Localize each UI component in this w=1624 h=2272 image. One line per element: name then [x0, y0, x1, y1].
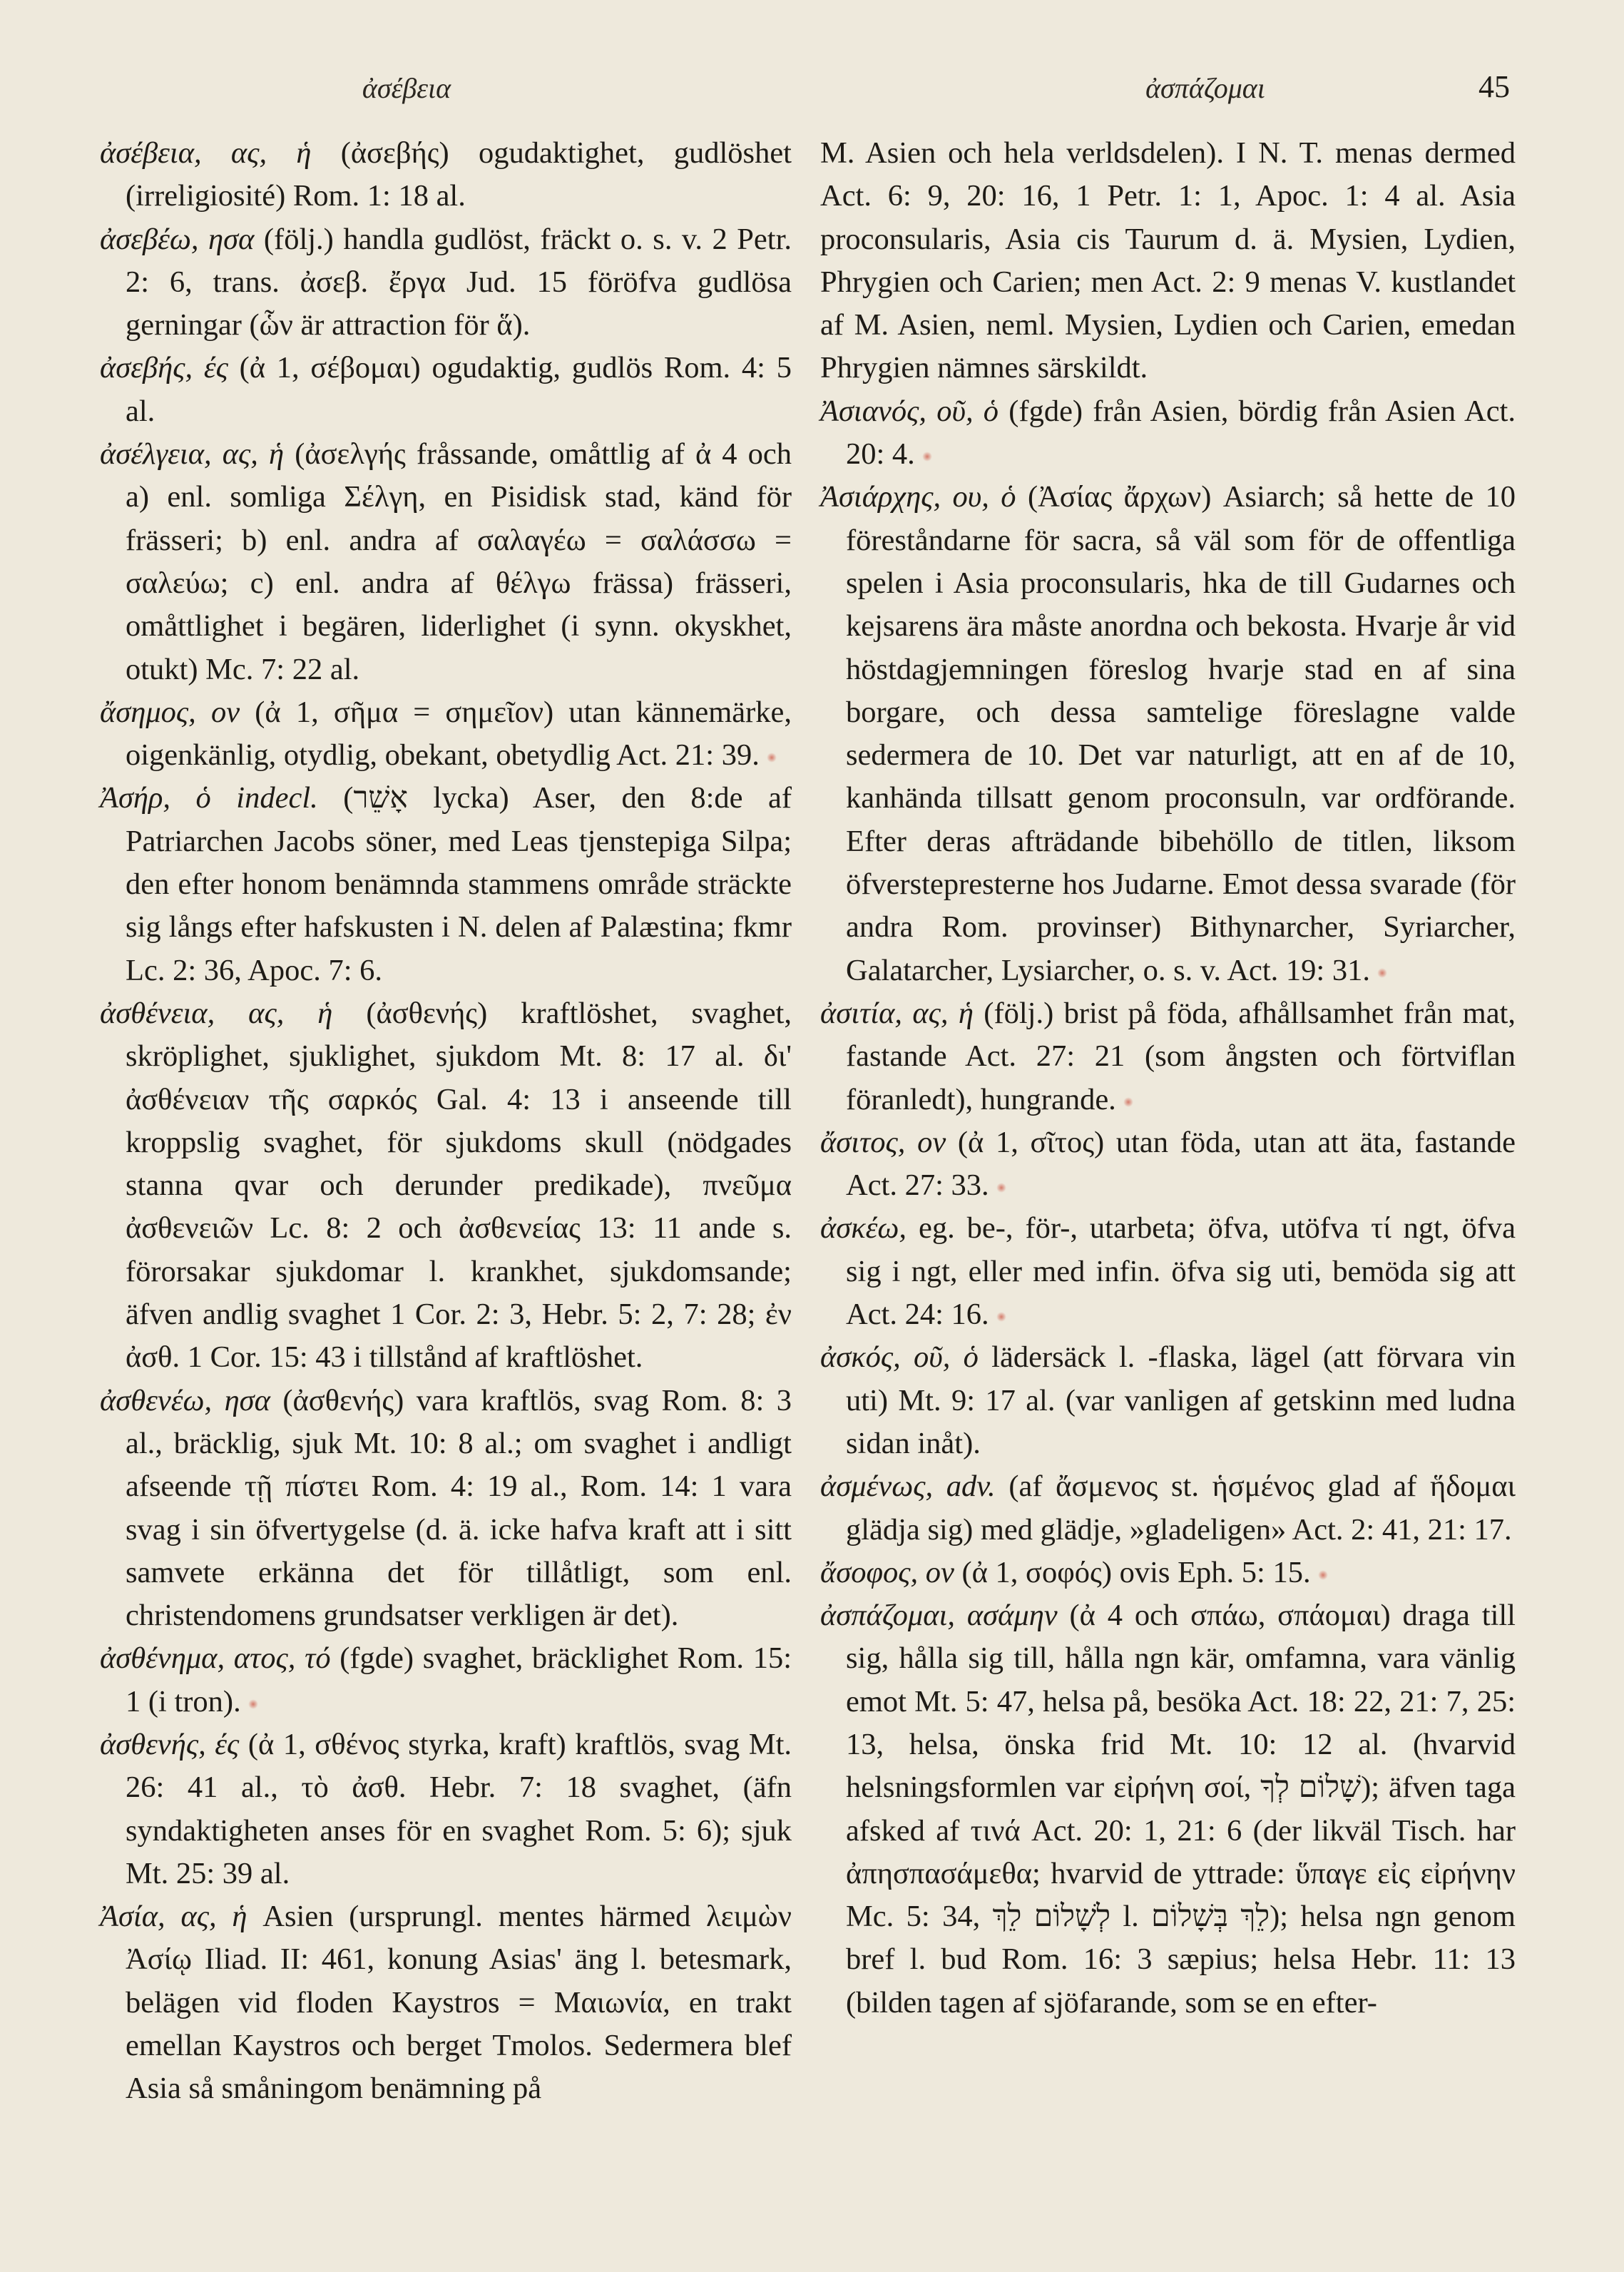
entry-definition: Asien (ursprungl. mentes härmed λειμὼν Ἀσίῳ Iliad. II: 461, konung Asias' äng l. betesmark, belägen vid floden Kaystros = Μαιωνία, en trakt emellan Kaystros och berget Tmolos. Sedermera blef Asia så småningom benämning på — [126, 1900, 792, 2106]
dictionary-entry — [820, 1121, 1516, 1208]
dictionary-entry — [100, 1895, 792, 2110]
entry-headword: ἀσθένεια, ας, ἡ — [100, 996, 333, 1030]
entry-definition: (ἀσελγής fråssande, omåttlig af ἀ 4 och a) enl. somliga Σέλγη, en Pisidisk stad, känd för frässeri; b) enl. andra af σαλαγέω = σαλάσσω = σαλεύω; c) enl. andra af θέλγω frässa) frässeri, omåttlighet i begären, liderlighet (i synn. okyskhet, otukt) Mc. 7: 22 al. — [126, 437, 792, 686]
entry-definition: (ἀ 1, σῖτος) utan föda, utan att äta, fastande Act. 27: 33. — [846, 1125, 1516, 1203]
dictionary-entry — [820, 1207, 1516, 1336]
entry-headword: ἀσκός, οῦ, ὁ — [820, 1340, 979, 1375]
dictionary-entry — [820, 992, 1516, 1121]
entry-definition: M. Asien och hela verldsdelen). I N. T. menas dermed Act. 6: 9, 20: 16, 1 Petr. 1: 1, Apoc. 1: 4 al. Asia proconsularis, Asia cis Taurum d. ä. Mysien, Lydien, Phrygien och Carien; men Act. 2: 9 menas V. kustlandet af M. Asien, neml. Mysien, Lydien och Carien, emedan Phrygien nämnes särskildt. — [820, 136, 1516, 385]
entry-definition: (ἀσθενής) vara kraftlös, svag Rom. 8: 3 al., bräcklig, sjuk Mt. 10: 8 al.; om svaghet i andligt afseende τῇ πίστει Rom. 4: 19 al., Rom. 14: 1 vara svag i sin öfvertygelse (d. ä. icke hafva kraft att i sitt samvete erkänna det för tillåtligt, som enl. christendomens grundsatser verkligen är det). — [126, 1383, 792, 1633]
asterisk-mark — [248, 1699, 258, 1709]
entry-headword: ἀσεβής, ές — [100, 351, 228, 385]
asterisk-mark — [996, 1183, 1006, 1193]
entry-headword: ἄσημος, ον — [100, 695, 240, 729]
dictionary-entry — [100, 992, 792, 1380]
entry-definition: (אָשֵׁר lycka) Aser, den 8:de af Patriarchen Jacobs söner, med Leas tjenstepiga Silpa; den efter honom benämnda stammens område sträckte sig långs efter hafskusten i N. delen af Palæstina; fkmr Lc. 2: 36, Apoc. 7: 6. — [126, 781, 792, 987]
entry-definition: lädersäck l. -flaska, lägel (att förvara vin uti) Mt. 9: 17 al. (var vanligen af getskinn med ludna sidan inåt). — [846, 1340, 1516, 1460]
entry-definition: (följ.) handla gudlöst, fräckt o. s. v. 2 Petr. 2: 6, trans. ἀσεβ. ἔργα Jud. 15 föröfva gudlösa gerningar (ὧν är attraction för ἅ). — [126, 222, 792, 342]
asterisk-mark — [1377, 968, 1387, 978]
dictionary-entry — [820, 1465, 1516, 1552]
right-running-head: ἀσπάζομαι — [1145, 72, 1265, 104]
entry-headword: ἄσοφος, ον — [820, 1555, 954, 1589]
entry-headword: ἀσθενής, ές — [100, 1727, 240, 1761]
entry-headword: ἀσπάζομαι, ασάμην — [820, 1599, 1058, 1633]
page-number: 45 — [1479, 69, 1510, 104]
asterisk-mark — [1123, 1097, 1133, 1107]
dictionary-entry — [820, 390, 1516, 477]
entry-definition: (fgde) svaghet, bräcklighet Rom. 15: 1 (i tron). — [126, 1641, 792, 1718]
dictionary-entry — [100, 1637, 792, 1723]
entry-definition: (af ἄσμενος st. ἡσμένος glad af ἥδομαι glädja sig) med glädje, »gladeligen» Act. 2: 41, 21: 17. — [846, 1469, 1516, 1547]
entry-definition: eg. be-, för-, utarbeta; öfva, utöfva τί ngt, öfva sig i ngt, eller med infin. öfva sig uti, bemöda sig att Act. 24: 16. — [846, 1211, 1516, 1332]
asterisk-mark — [767, 753, 777, 763]
entry-definition: (ἀ 1, σέβομαι) ogudaktig, gudlös Rom. 4: 5 al. — [126, 351, 792, 428]
entry-definition: (ἀ 1, σοφός) ovis Eph. 5: 15. — [954, 1555, 1311, 1589]
entry-headword: Ἀσία, ας, ἡ — [100, 1900, 247, 1934]
entry-headword: ἀσέλγεια, ας, ἡ — [100, 437, 285, 472]
dictionary-entry — [820, 1336, 1516, 1465]
entry-headword: ἀσθενέω, ησα — [100, 1383, 270, 1417]
entry-headword: ἀσέβεια, ας, ἡ — [100, 136, 312, 170]
entry-definition: (ἀσθενής) kraftlöshet, svaghet, skröplighet, sjuklighet, sjukdom Mt. 8: 17 al. δι' ἀσθένειαν τῆς σαρκός Gal. 4: 13 i anseende till kroppslig svaghet, för sjukdoms skull (nödgades stanna qvar och derunder predikade), πνεῦμα ἀσθενειῶν Lc. 8: 2 och ἀσθενείας 13: 11 ande s. förorsakar sjukdomar l. krankhet, sjukdomsande; äfven andlig svaghet 1 Cor. 2: 3, Hebr. 5: 2, 7: 28; ἐν ἀσθ. 1 Cor. 15: 43 i tillstånd af kraftlöshet. — [126, 996, 792, 1375]
dictionary-entry — [100, 433, 792, 691]
right-column — [820, 132, 1516, 2024]
entry-headword: Ἀσιάρχης, ου, ὁ — [820, 480, 1016, 514]
dictionary-entry — [100, 218, 792, 347]
entry-headword: Ἀσήρ, ὁ indecl. — [100, 781, 318, 815]
entry-definition: (ἀ 1, σθένος styrka, kraft) kraftlös, svag Mt. 26: 41 al., τὸ ἀσθ. Hebr. 7: 18 svaghet, (äfn syndaktigheten anses för en svaghet Rom. 5: 6); sjuk Mt. 25: 39 al. — [126, 1727, 792, 1890]
dictionary-entry — [100, 777, 792, 992]
dictionary-entry — [100, 1380, 792, 1638]
dictionary-entry-continuation — [820, 132, 1516, 390]
entry-definition: (ἀσεβής) ogudaktighet, gudlöshet (irreligiosité) Rom. 1: 18 al. — [126, 136, 792, 213]
entry-headword: ἀσμένως, adv. — [820, 1469, 996, 1504]
entry-headword: ἀσθένημα, ατος, τό — [100, 1641, 331, 1676]
left-column — [100, 132, 792, 2111]
entry-definition: (ἀ 4 och σπάω, σπάομαι) draga till sig, hålla sig till, hålla ngn kär, omfamna, vara vänlig emot Mt. 5: 47, helsa på, besöka Act. 18: 22, 21: 7, 25: 13, helsa, önska frid Mt. 10: 12 al. (hvarvid helsningsformlen var εἰρήνη σοί, שָׁלוֹם לְךָ); äfven taga afsked af τινά Act. 20: 1, 21: 6 (der likväl Tisch. har ἀπησπασάμεθα; hvarvid de yttrade: ὕπαγε εἰς εἰρήνην Mc. 5: 34, לְשָׁלוֹם לֵךְ l. לֵךְ בְּשָׁלוֹם); helsa ngn genom bref l. bud Rom. 16: 3 sæpius; helsa Hebr. 11: 13 (bilden tagen af sjöfarande, som se en efter- — [846, 1599, 1516, 2019]
asterisk-mark — [922, 452, 932, 462]
asterisk-mark — [1318, 1570, 1328, 1580]
dictionary-entry — [100, 1723, 792, 1895]
entry-headword: ἄσιτος, ον — [820, 1125, 946, 1159]
entry-headword: ἀσκέω, — [820, 1211, 907, 1245]
entry-definition: (ἀ 1, σῆμα = σημεῖον) utan kännemärke, oigenkänlig, otydlig, obekant, obetydlig Act. 21: 39. — [126, 695, 792, 773]
dictionary-entry — [100, 347, 792, 433]
left-running-head: ἀσέβεια — [362, 72, 451, 104]
entry-headword: ἀσεβέω, ησα — [100, 222, 255, 256]
entry-definition: (Ἀσίας ἄρχων) Asiarch; så hette de 10 föreståndarne för sacra, så väl som för de offentliga spelen i Asia proconsularis, hka de till Gudarnes och kejsarens ära måste anordna och bekosta. Hvarje år vid höstdagjemningen föreslog hvarje stad en af sina borgare, och dessa samtelige föreslagne valde sedermera de 10. Det var naturligt, att en af de 10, kanhända tillsatt genom proconsuln, var ordförande. Efter deras afträdande bibehöllo de titlen, liksom öfverstepresterne hos Judarne. Emot dessa svarade (för andra Rom. provinser) Bithynarcher, Syriarcher, Galatarcher, Lysiarcher, o. s. v. Act. 19: 31. — [846, 480, 1516, 987]
entry-headword: ἀσιτία, ας, ἡ — [820, 996, 974, 1030]
entry-headword: Ἀσιανός, οῦ, ὁ — [820, 394, 999, 428]
dictionary-entry — [820, 476, 1516, 992]
entry-definition: (fgde) från Asien, bördig från Asien Act. 20: 4. — [846, 394, 1516, 472]
asterisk-mark — [996, 1312, 1006, 1322]
dictionary-entry — [100, 132, 792, 218]
dictionary-entry — [820, 1552, 1516, 1594]
dictionary-entry — [820, 1594, 1516, 2024]
dictionary-entry — [100, 691, 792, 778]
entry-definition: (följ.) brist på föda, afhållsamhet från mat, fastande Act. 27: 21 (som ångsten och förtviflan föranledt), hungrande. — [846, 996, 1516, 1116]
